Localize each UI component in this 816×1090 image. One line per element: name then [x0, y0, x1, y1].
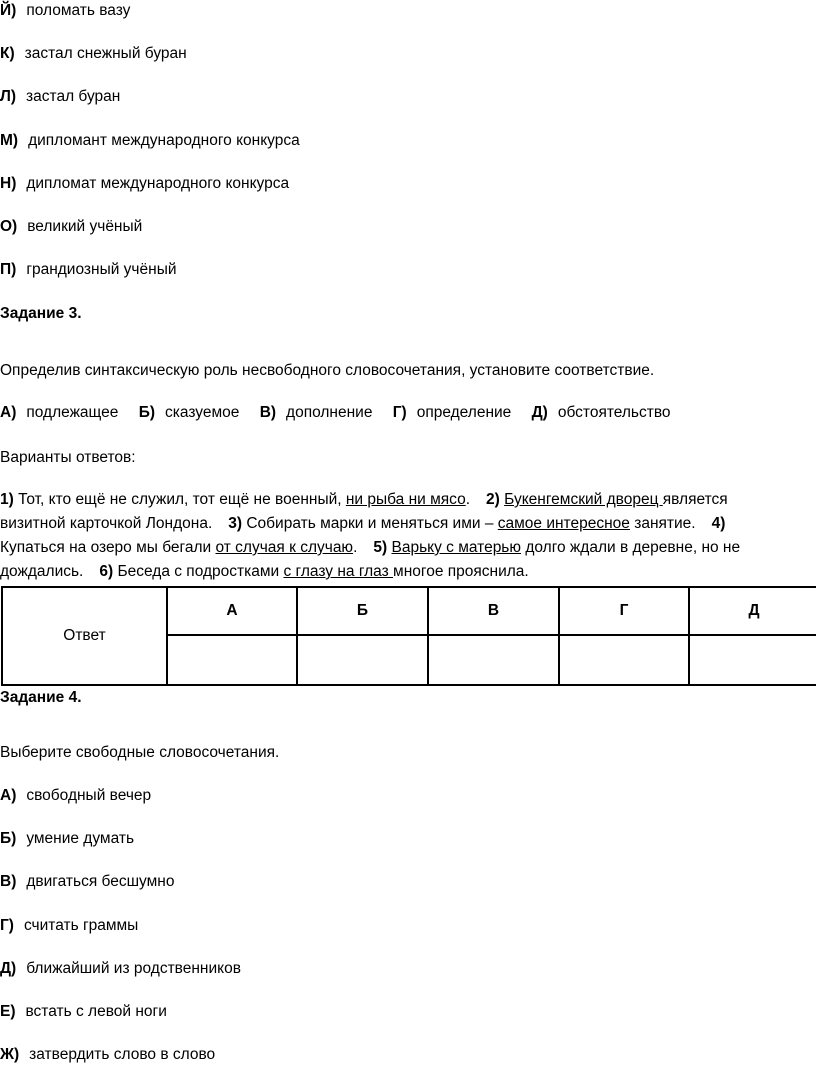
variant-number: 5) [373, 539, 388, 556]
role-text: подлежащее [26, 404, 119, 421]
answer-input-cell[interactable] [559, 635, 689, 685]
answer-header-cell: Б [297, 587, 428, 635]
variant-text: многое прояснила. [393, 563, 529, 580]
answer-input-cell[interactable] [297, 635, 428, 685]
role-letter: Г) [392, 404, 407, 421]
item-text: встать с левой ноги [25, 1003, 167, 1020]
variant-text: . [353, 539, 358, 556]
role-letter: А) [0, 404, 17, 421]
variant-phrase: Варьку с матерью [391, 539, 522, 556]
item-text: двигаться бесшумно [26, 873, 175, 890]
item-letter: А) [0, 787, 17, 804]
item-letter: М) [0, 132, 19, 149]
item-letter: О) [0, 218, 18, 235]
answer-header-cell: Д [689, 587, 816, 635]
answer-input-cell[interactable] [689, 635, 816, 685]
variant-text: Собирать марки и меняться ими – [242, 515, 498, 532]
item-letter: П) [0, 261, 17, 278]
task3-title: Задание 3. [0, 305, 82, 322]
task3-instruction: Определив синтаксическую роль несвободного словосочетания, установите соответствие. [0, 362, 655, 379]
variant-text: Тот, кто ещё не служил, тот ещё не военный, [13, 491, 346, 508]
variant-number: 3) [228, 515, 243, 532]
item-text: умение думать [26, 830, 135, 847]
item-letter: Й) [0, 2, 17, 19]
list-item [0, 786, 151, 806]
item-text: дипломат международного конкурса [26, 175, 290, 192]
role-text: сказуемое [165, 404, 240, 421]
role-letter: Б) [138, 404, 156, 421]
list-item [0, 87, 120, 107]
answer-input-cell[interactable] [167, 635, 297, 685]
variant-text: является [662, 491, 728, 508]
task4-instruction: Выберите свободные словосочетания. [0, 744, 280, 761]
list-item [0, 959, 241, 979]
item-letter: Г) [0, 917, 14, 934]
list-item [0, 1045, 215, 1065]
task4-title: Задание 4. [0, 689, 82, 706]
list-item [0, 217, 142, 237]
item-text: считать граммы [23, 917, 139, 934]
item-text: ближайший из родственников [26, 960, 241, 977]
list-item [0, 872, 174, 892]
variant-number: 2) [486, 491, 500, 508]
answer-header-cell: В [428, 587, 559, 635]
variant-text: дождались. [0, 563, 84, 580]
role-text: дополнение [286, 404, 373, 421]
item-text: свободный вечер [26, 787, 152, 804]
list-item [0, 260, 177, 280]
role-letter: Д) [531, 404, 548, 421]
item-text: поломать вазу [26, 2, 131, 19]
variant-phrase: самое интересное [497, 515, 630, 532]
list-item [0, 916, 138, 936]
variant-number: 6) [99, 563, 114, 580]
answer-header-cell: Г [559, 587, 689, 635]
variant-number: 4) [711, 515, 726, 532]
variant-phrase: от случая к случаю [215, 539, 354, 556]
variants-line-1 [0, 490, 728, 510]
item-letter: Ж) [0, 1046, 20, 1063]
item-letter: Н) [0, 175, 17, 192]
answer-header-cell: А [167, 587, 297, 635]
variant-number: 1) [0, 491, 14, 508]
variant-text: занятие. [629, 515, 696, 532]
item-letter: К) [0, 45, 15, 62]
item-letter: Б) [0, 830, 17, 847]
variant-text: Беседа с подростками [113, 563, 284, 580]
item-letter: В) [0, 873, 17, 890]
role-letter: В) [259, 404, 277, 421]
item-text: затвердить слово в слово [29, 1046, 216, 1063]
variant-phrase: Букенгемский дворец [504, 491, 663, 508]
item-letter: Е) [0, 1003, 16, 1020]
item-letter: Л) [0, 88, 17, 105]
variant-phrase: ни рыба ни мясо [345, 491, 466, 508]
list-item [0, 1, 130, 21]
variants-line-3 [0, 538, 740, 558]
answer-row-label: Ответ [2, 587, 167, 685]
item-text: дипломант международного конкурса [28, 132, 300, 149]
item-text: великий учёный [27, 218, 143, 235]
variant-text: визитной карточкой Лондона. [0, 515, 213, 532]
item-letter: Д) [0, 960, 17, 977]
role-text: определение [416, 404, 512, 421]
variants-label: Варианты ответов: [0, 449, 136, 466]
roles-row [0, 403, 671, 423]
list-item [0, 174, 289, 194]
answer-input-cell[interactable] [428, 635, 559, 685]
item-text: грандиозный учёный [26, 261, 177, 278]
variant-phrase: с глазу на глаз [283, 563, 394, 580]
variant-text: . [465, 491, 471, 508]
item-text: застал буран [26, 88, 121, 105]
item-text: застал снежный буран [24, 45, 187, 62]
list-item [0, 829, 134, 849]
variants-line-4 [0, 562, 529, 582]
variant-text: Купаться на озеро мы бегали [0, 539, 216, 556]
list-item [0, 44, 187, 64]
role-text: обстоятельство [557, 404, 671, 421]
list-item [0, 1002, 167, 1022]
variants-line-2 [0, 514, 725, 534]
list-item [0, 131, 300, 151]
variant-text: долго ждали в деревне, но не [521, 539, 741, 556]
answer-table [1, 586, 816, 686]
